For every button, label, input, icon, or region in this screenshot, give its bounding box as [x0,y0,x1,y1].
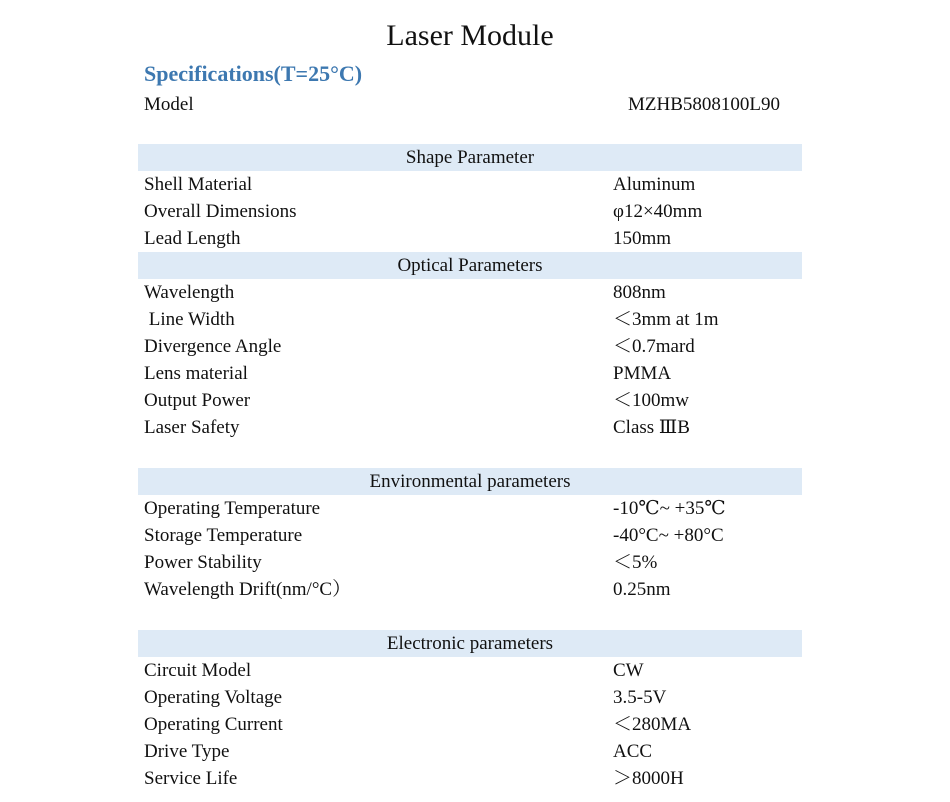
spec-row [138,198,802,225]
section-header-shape: Shape Parameter [138,144,802,171]
spec-value: Aluminum [613,174,696,195]
spec-label: Circuit Model [144,660,252,681]
spec-label: Divergence Angle [144,336,282,357]
spec-label: Lens material [144,363,248,384]
spec-value: -40°C~ +80°C [613,525,724,546]
spec-label: Wavelength Drift(nm/°C） [144,579,352,600]
spec-value: 0.25nm [613,579,671,600]
model-value: MZHB5808100L90 [628,94,780,115]
spec-row [138,522,802,549]
spec-row [138,657,802,684]
spec-row [138,549,802,576]
spec-row [138,306,802,333]
spec-label: Shell Material [144,174,253,195]
spec-value: PMMA [613,363,672,384]
spec-value: ＜100mw [613,390,690,411]
page-title: Laser Module [386,19,554,52]
spec-row [138,171,802,198]
spec-label: Laser Safety [144,417,240,438]
spec-label: Lead Length [144,228,241,249]
spec-value: ＞8000H [613,768,684,789]
spec-value: -10℃~ +35℃ [613,498,726,519]
spec-value: φ12×40mm [613,201,703,222]
section-header-electronic: Electronic parameters [138,630,802,657]
spec-value: Class ⅢB [613,417,690,438]
spec-row [138,387,802,414]
spec-row [138,225,802,252]
model-row [138,91,802,118]
spec-label: Line Width [144,309,235,330]
spec-label: Operating Temperature [144,498,321,519]
spec-value: 808nm [613,282,666,303]
specifications-heading: Specifications(T=25°C) [144,61,363,86]
section-header-environmental: Environmental parameters [138,468,802,495]
spec-row [138,765,802,792]
spec-row [138,333,802,360]
spec-row [138,738,802,765]
spec-label: Wavelength [144,282,235,303]
spec-label: Drive Type [144,741,230,762]
spec-label: Operating Voltage [144,687,283,708]
spec-label: Operating Current [144,714,283,735]
spec-value: ＜0.7mard [613,336,695,357]
spec-row [138,711,802,738]
spec-row [138,495,802,522]
spec-label: Service Life [144,768,238,789]
spec-row [138,684,802,711]
spec-label: Power Stability [144,552,262,573]
spec-label: Output Power [144,390,251,411]
spec-label: Overall Dimensions [144,201,297,222]
spec-value: ＜3mm at 1m [613,309,719,330]
section-header-optical: Optical Parameters [138,252,802,279]
spec-value: 150mm [613,228,672,249]
spec-value: ＜280MA [613,714,692,735]
spec-value: ACC [613,741,653,762]
spec-row [138,414,802,441]
model-label: Model [144,94,194,115]
spec-row [138,576,802,603]
spec-row [138,360,802,387]
spec-row [138,279,802,306]
spec-value: 3.5-5V [613,687,667,708]
spec-value: CW [613,660,644,681]
spec-label: Storage Temperature [144,525,303,546]
spec-value: ＜5% [613,552,658,573]
